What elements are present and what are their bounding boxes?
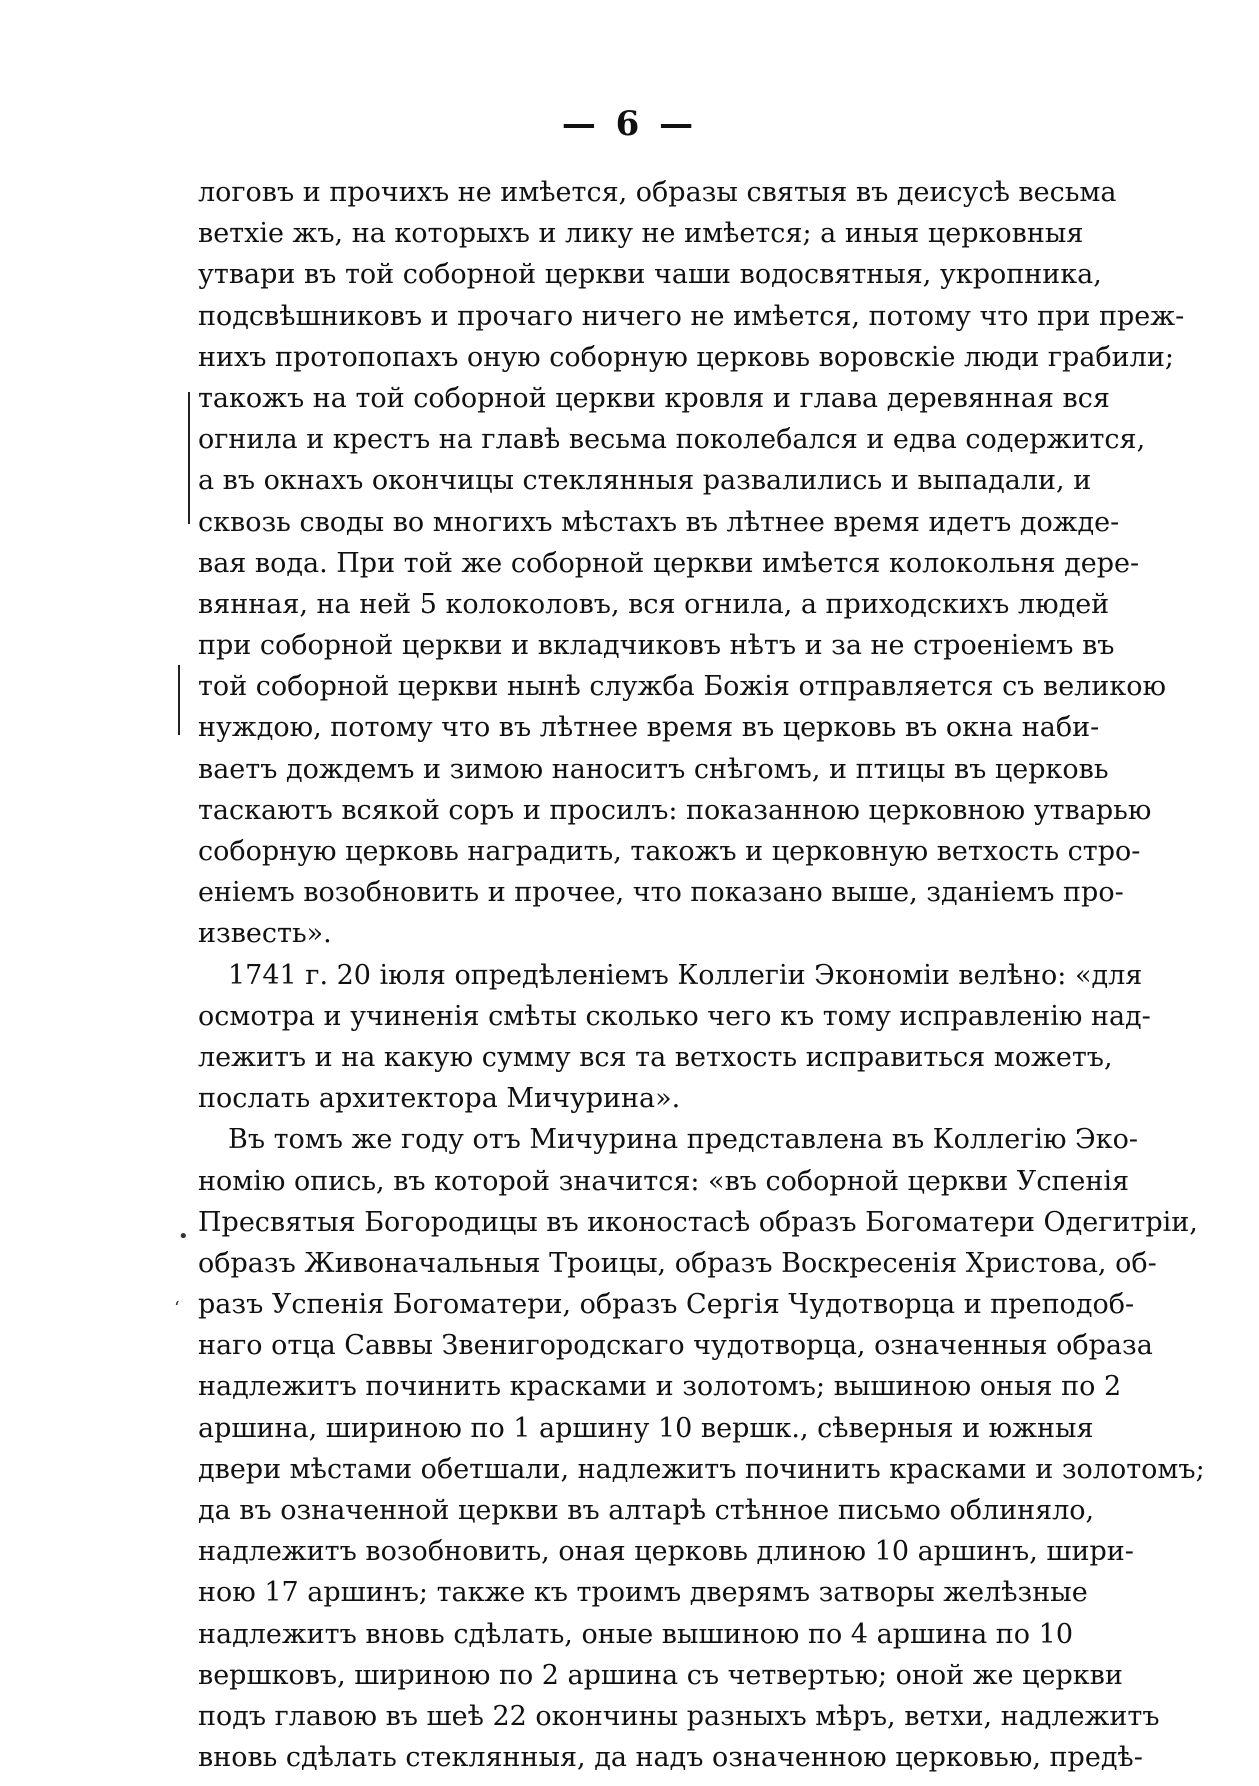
margin-mark-bracket-2 bbox=[178, 665, 180, 735]
text-line: да въ означенной церкви въ алтарѣ стѣнное письмо облиняло, bbox=[198, 1495, 1095, 1526]
text-line: надлежитъ возобновить, оная церковь длиною 10 аршинъ, шири- bbox=[198, 1536, 1134, 1568]
text-line: вая вода. При той же соборной церкви имѣется колокольня дере- bbox=[198, 547, 1140, 579]
text-line: нуждою, потому что въ лѣтнее время въ церковь въ окна наби- bbox=[198, 712, 1100, 744]
text-line: Въ томъ же году отъ Мичурина представлена въ Коллегію Эко- bbox=[228, 1124, 1138, 1156]
text-line: таскаютъ всякой соръ и просилъ: показанною церковною утварью bbox=[198, 794, 1152, 826]
text-line: сквозь своды во многихъ мѣстахъ въ лѣтнее время идетъ дожде- bbox=[198, 506, 1120, 538]
text-line: подсвѣшниковъ и прочаго ничего не имѣется, потому что при преж- bbox=[198, 300, 1185, 332]
text-line: номію опись, въ которой значится: «въ соборной церкви Успенія bbox=[198, 1165, 1130, 1197]
margin-mark-dot-1: • bbox=[178, 1226, 189, 1247]
text-line: разъ Успенія Богоматери, образъ Сергія Чудотворца и преподоб- bbox=[198, 1289, 1135, 1321]
text-line: двери мѣстами обетшали, надлежитъ починить красками и золотомъ; bbox=[198, 1453, 1205, 1485]
text-line: надлежитъ вновь сдѣлать, оные вышиною по 4 аршина по 10 bbox=[198, 1618, 1073, 1650]
text-line: огнила и крестъ на главѣ весьма поколебался и едва содержится, bbox=[198, 424, 1146, 456]
text-line: утвари въ той соборной церкви чаши водосвятныя, укропника, bbox=[198, 259, 1102, 291]
text-line: послать архитектора Мичурина». bbox=[198, 1083, 681, 1115]
text-line: той соборной церкви нынѣ служба Божія отправляется съ великою bbox=[198, 671, 1166, 703]
text-line: известь». bbox=[198, 918, 332, 950]
text-line: при соборной церкви и вкладчиковъ нѣтъ и за не строеніемъ въ bbox=[198, 630, 1115, 662]
text-line: подъ главою въ шеѣ 22 окончины разныхъ мѣръ, ветхи, надлежитъ bbox=[198, 1700, 1160, 1732]
text-line: осмотра и учиненія смѣты сколько чего къ тому исправленію над- bbox=[198, 1000, 1151, 1032]
text-line: лежитъ и на какую сумму вся та ветхость исправиться можетъ, bbox=[198, 1041, 1113, 1073]
text-line: 1741 г. 20 іюля опредѣленіемъ Коллегіи Экономіи велѣно: «для bbox=[228, 959, 1143, 991]
margin-mark-dot-2: ‘ bbox=[174, 1298, 180, 1319]
text-line: нихъ протопопахъ оную соборную церковь воровскіе люди грабили; bbox=[198, 341, 1174, 373]
text-line: такожъ на той соборной церкви кровля и глава деревянная вся bbox=[198, 382, 1110, 414]
body-text bbox=[198, 172, 1205, 1778]
text-line: еніемъ возобновить и прочее, что показано выше, зданіемъ про- bbox=[198, 877, 1124, 909]
text-line: а въ окнахъ окончицы стеклянныя развалились и выпадали, и bbox=[198, 465, 1092, 497]
text-line: логовъ и прочихъ не имѣется, образы святыя въ деисусѣ весьма bbox=[198, 177, 1117, 208]
text-line: образъ Живоначальныя Троицы, образъ Воскресенія Христова, об- bbox=[198, 1247, 1157, 1279]
text-line: соборную церковь наградить, такожъ и церковную ветхость стро- bbox=[198, 836, 1141, 867]
text-line: вершковъ, шириною по 2 аршина съ четвертью; оной же церкви bbox=[198, 1659, 1123, 1691]
page-number: — 6 — bbox=[561, 104, 698, 144]
margin-mark-bracket-1 bbox=[188, 392, 190, 524]
text-line: надлежитъ починить красками и золотомъ; вышиною оныя по 2 bbox=[198, 1371, 1122, 1403]
text-line: ваетъ дождемъ и зимою наноситъ снѣгомъ, и птицы въ церковь bbox=[198, 753, 1109, 785]
text-line: Пресвятыя Богородицы въ иконостасѣ образъ Богоматери Одегитріи, bbox=[198, 1206, 1198, 1238]
text-line: вновь сдѣлать стеклянныя, да надъ означенною церковью, предѣ- bbox=[198, 1742, 1143, 1774]
text-line: вянная, на ней 5 колоколовъ, вся огнила, а приходскихъ людей bbox=[198, 588, 1110, 620]
text-line: наго отца Саввы Звенигородскаго чудотворца, означенныя образа bbox=[198, 1330, 1153, 1362]
text-line: ною 17 аршинъ; также къ троимъ дверямъ затворы желѣзные bbox=[198, 1577, 1088, 1609]
text-line: аршина, шириною по 1 аршину 10 вершк., сѣверныя и южныя bbox=[198, 1412, 1094, 1444]
text-line: ветхіе жъ, на которыхъ и лику не имѣется; а иныя церковныя bbox=[198, 218, 1084, 250]
